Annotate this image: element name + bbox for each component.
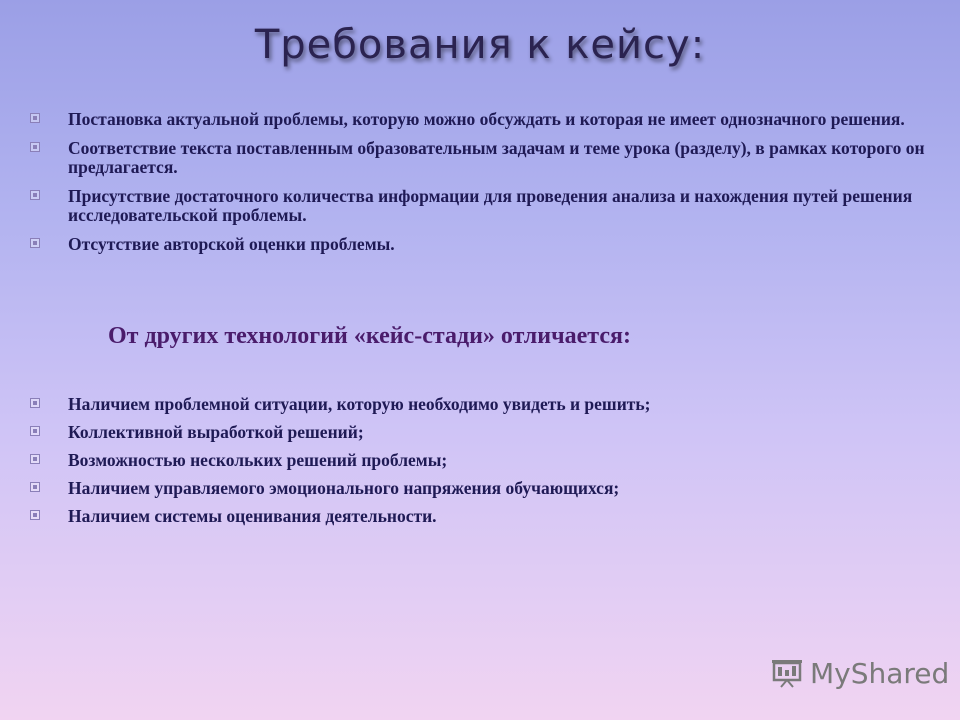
square-bullet-icon [30, 113, 40, 123]
list-item-text: Наличием управляемого эмоционального напряжения обучающихся; [68, 478, 620, 498]
projector-screen-icon [770, 658, 804, 688]
myshared-watermark[interactable] [770, 655, 949, 691]
list-item-text: Соответствие текста поставленным образовательным задачам и теме урока (разделу), в рамках которого он предлагается. [68, 138, 925, 177]
differences-list [30, 395, 930, 535]
list-item [30, 423, 930, 442]
square-bullet-icon [30, 426, 40, 436]
list-item-text: Постановка актуальной проблемы, которую можно обсуждать и которая не имеет однозначного решения. [68, 109, 905, 129]
list-item [30, 507, 930, 526]
list-item [30, 110, 930, 129]
requirements-list [30, 110, 930, 264]
list-item [30, 235, 930, 254]
square-bullet-icon [30, 142, 40, 152]
list-item [30, 139, 930, 177]
square-bullet-icon [30, 398, 40, 408]
list-item-text: Отсутствие авторской оценки проблемы. [68, 234, 395, 254]
list-item [30, 187, 930, 225]
list-item [30, 479, 930, 498]
square-bullet-icon [30, 238, 40, 248]
square-bullet-icon [30, 454, 40, 464]
list-item [30, 395, 930, 414]
list-item-text: Наличием проблемной ситуации, которую необходимо увидеть и решить; [68, 394, 651, 414]
list-item-text: Наличием системы оценивания деятельности. [68, 506, 437, 526]
list-item-text: Коллективной выработкой решений; [68, 422, 364, 442]
list-item-text: Возможностью нескольких решений проблемы; [68, 450, 448, 470]
square-bullet-icon [30, 482, 40, 492]
list-item-text: Присутствие достаточного количества информации для проведения анализа и нахождения путей решения исследовательской проблемы. [68, 186, 913, 225]
watermark-text: MyShared [810, 656, 950, 690]
slide-title: Требования к кейсу: [254, 22, 706, 68]
section-subheading: От других технологий «кейс-стади» отличается: [108, 323, 631, 349]
square-bullet-icon [30, 510, 40, 520]
square-bullet-icon [30, 190, 40, 200]
list-item [30, 451, 930, 470]
